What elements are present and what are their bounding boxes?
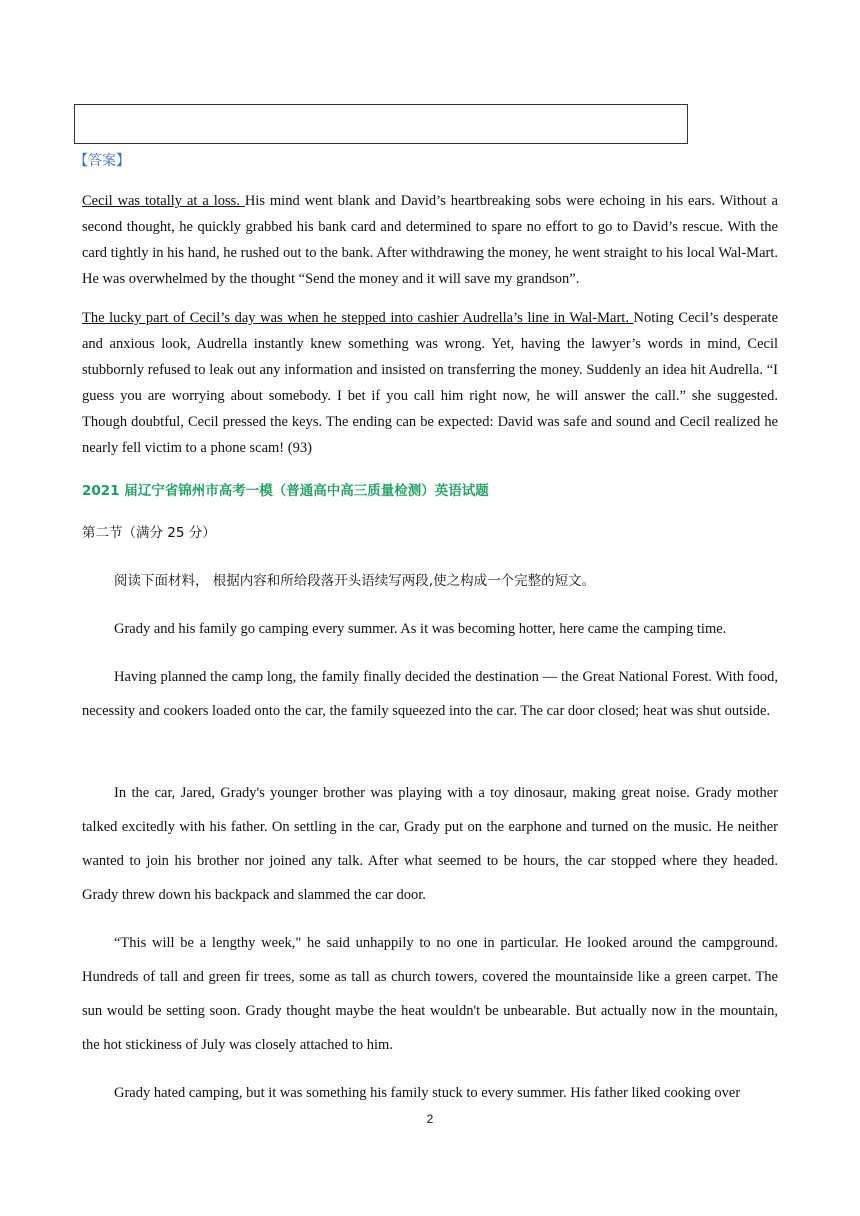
answer-paragraph-1-body: His mind went blank and David’s heartbreaking sobs were echoing in his ears. Without a second thought, he quickly grabbed his bank card and determined to spare no effort to go to David’s rescue. With the card tightly in his hand, he rushed out to the bank. After withdrawing the money, he went straight to his local Wal-Mart. He was overwhelmed by the thought “Send the money and it will save my grandson”. — [82, 193, 778, 287]
answer-paragraph-1-lead: Cecil was totally at a loss. — [82, 193, 245, 209]
exam-title: 2021 届辽宁省锦州市高考一模（普通高中高三质量检测）英语试题 — [82, 483, 489, 499]
story-paragraph-1: Grady and his family go camping every summer. As it was becoming hotter, here came the camping time. — [114, 621, 727, 637]
story-paragraph-2: Having planned the camp long, the family finally decided the destination — the Great National Forest. With food, necessity and cookers loaded onto the car, the family squeezed into the car. The car door closed; heat was shut outside. — [82, 669, 778, 719]
answer-paragraph-1 — [82, 188, 778, 292]
section-label: 第二节（满分 25 分） — [82, 525, 216, 541]
answer-paragraph-2-lead: The lucky part of Cecil’s day was when he stepped into cashier Audrella’s line in Wal-Mart. — [82, 310, 634, 326]
page-number: 2 — [426, 1112, 434, 1126]
answer-paragraph-2-body: Noting Cecil’s desperate and anxious look, Audrella instantly knew something was wrong. Yet, having the lawyer’s words in mind, Cecil stubbornly refused to leak out any information and insisted on transferring the money. Suddenly an idea hit Audrella. “I guess you are worrying about somebody. I bet if you call him right now, he will answer the call.” she suggested. Though doubtful, Cecil pressed the keys. The ending can be expected: David was safe and sound and Cecil realized he nearly fell victim to a phone scam! (93) — [82, 310, 778, 456]
answer-label: 【答案】 — [74, 153, 130, 169]
story-paragraph-5: Grady hated camping, but it was something his family stuck to every summer. His father liked cooking over — [114, 1085, 741, 1101]
story-paragraph-4: “This will be a lengthy week," he said unhappily to no one in particular. He looked around the campground. Hundreds of tall and green fir trees, some as tall as church towers, covered the mountainside like a green carpet. The sun would be setting soon. Grady thought maybe the heat wouldn't be unbearable. But actually now in the mountain, the hot stickiness of July was closely attached to him. — [82, 935, 778, 1053]
answer-paragraph-2 — [82, 305, 778, 461]
instruction-text: 阅读下面材料， 根据内容和所给段落开头语续写两段,使之构成一个完整的短文。 — [114, 573, 596, 589]
story-paragraph-3: In the car, Jared, Grady's younger brother was playing with a toy dinosaur, making great noise. Grady mother talked excitedly with his father. On settling in the car, Grady put on the earphone and turned on the music. He neither wanted to join his brother nor joined any talk. After what seemed to be hours, the car stopped where they headed. Grady threw down his backpack and slammed the car door. — [82, 785, 778, 903]
answer-box — [74, 104, 688, 144]
